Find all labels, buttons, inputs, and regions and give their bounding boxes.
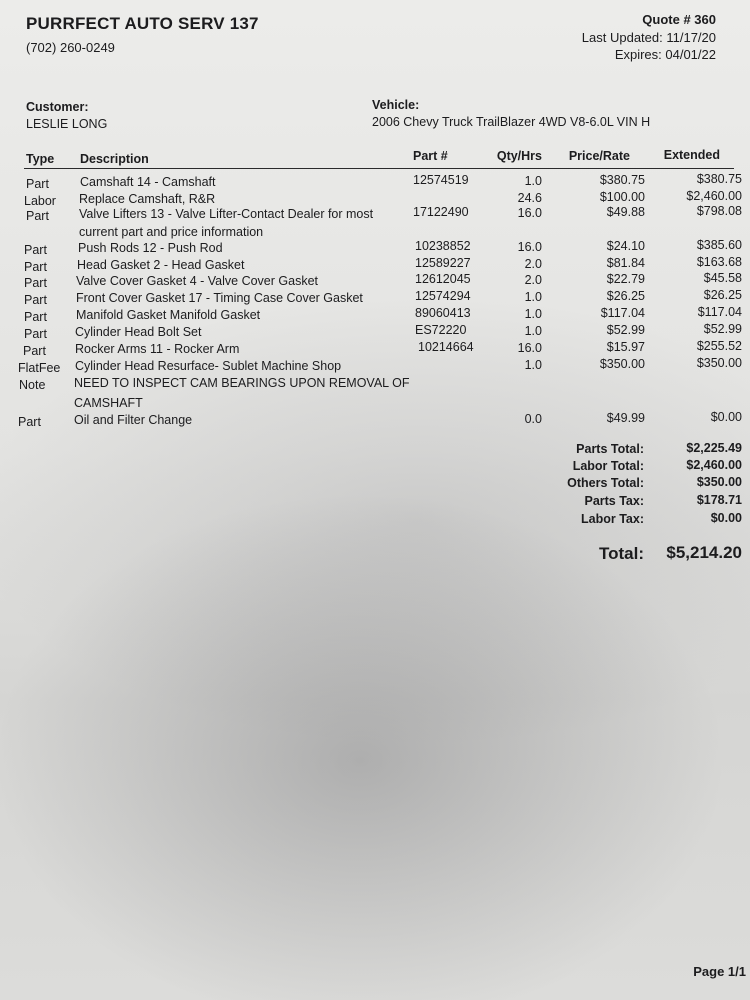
row-description: Manifold Gasket Manifold Gasket	[76, 308, 261, 322]
row-part-number: 89060413	[415, 306, 471, 320]
row-description: Camshaft 14 - Camshaft	[80, 175, 216, 189]
row-part-number: 17122490	[413, 205, 469, 219]
row-qty: 0.0	[524, 412, 542, 426]
row-price: $49.99	[606, 411, 645, 425]
row-description: Head Gasket 2 - Head Gasket	[77, 258, 245, 272]
row-extended: $798.08	[696, 204, 742, 218]
row-extended: $255.52	[696, 339, 742, 353]
row-description: Push Rods 12 - Push Rod	[78, 241, 223, 255]
column-header-type: Type	[26, 152, 55, 166]
customer-label: Customer:	[26, 100, 89, 114]
row-extended: $52.99	[703, 322, 742, 336]
row-price: $100.00	[599, 190, 645, 204]
row-price: $52.99	[606, 323, 645, 337]
row-description: Front Cover Gasket 17 - Timing Case Cover Gasket	[76, 291, 363, 305]
row-extended: $350.00	[696, 356, 742, 370]
total-label: Parts Total:	[576, 442, 644, 456]
row-price: $15.97	[606, 340, 645, 354]
column-header-extended: Extended	[663, 148, 720, 162]
row-type: Part	[26, 209, 49, 223]
expiration-date: Expires: 04/01/22	[614, 47, 716, 62]
row-price: $22.79	[606, 272, 645, 286]
row-description: Replace Camshaft, R&R	[79, 192, 216, 206]
row-extended: $117.04	[697, 305, 742, 319]
row-price: $380.75	[599, 173, 645, 187]
row-description: Cylinder Head Resurface- Sublet Machine Shop	[75, 359, 342, 373]
row-type: Note	[19, 378, 46, 392]
last-updated: Last Updated: 11/17/20	[581, 30, 716, 45]
row-description-continued: current part and price information	[79, 225, 264, 239]
quote-number: Quote # 360	[642, 12, 716, 27]
row-extended: $163.68	[696, 255, 742, 269]
row-price: $81.84	[606, 256, 645, 270]
vehicle-label: Vehicle:	[372, 98, 420, 112]
row-extended: $380.75	[696, 172, 742, 186]
row-extended: $45.58	[703, 271, 742, 285]
grand-total-value: $5,214.20	[666, 543, 742, 562]
shop-name: PURRFECT AUTO SERV 137	[26, 14, 259, 33]
row-price: $49.88	[606, 205, 645, 219]
row-qty: 16.0	[517, 206, 542, 220]
total-value: $2,225.49	[686, 441, 742, 455]
row-part-number: 12574519	[413, 173, 469, 187]
row-qty: 16.0	[517, 240, 542, 254]
total-label: Others Total:	[567, 476, 644, 490]
total-label: Labor Tax:	[581, 512, 644, 526]
row-qty: 1.0	[524, 174, 542, 188]
row-type: Part	[18, 415, 41, 429]
row-description: Valve Cover Gasket 4 - Valve Cover Gasket	[76, 274, 318, 288]
row-description-continued: CAMSHAFT	[74, 396, 143, 410]
total-label: Labor Total:	[572, 459, 644, 473]
row-type: Part	[24, 260, 47, 274]
row-price: $350.00	[599, 357, 645, 371]
row-qty: 1.0	[524, 290, 542, 304]
row-type: Part	[23, 344, 46, 358]
row-type: Part	[24, 310, 47, 324]
customer-name: LESLIE LONG	[26, 117, 108, 131]
vehicle-description: 2006 Chevy Truck TrailBlazer 4WD V8-6.0L VIN H	[372, 115, 651, 129]
row-description: Oil and Filter Change	[74, 413, 193, 427]
row-extended: $385.60	[696, 238, 742, 252]
total-label: Parts Tax:	[584, 494, 644, 508]
grand-total-label: Total:	[598, 544, 644, 563]
row-type: Part	[24, 293, 47, 307]
total-value: $178.71	[696, 493, 742, 507]
row-price: $117.04	[600, 306, 645, 320]
row-part-number: 12589227	[415, 256, 471, 270]
row-part-number: ES72220	[415, 323, 467, 337]
column-header-description: Description	[80, 152, 149, 166]
row-qty: 24.6	[517, 191, 542, 205]
total-value: $2,460.00	[686, 458, 742, 472]
row-extended: $2,460.00	[686, 189, 742, 203]
row-qty: 2.0	[524, 257, 542, 271]
row-part-number: 10238852	[415, 239, 471, 253]
row-type: FlatFee	[18, 361, 61, 375]
row-type: Part	[26, 177, 49, 191]
row-qty: 16.0	[517, 341, 542, 355]
row-part-number: 10214664	[418, 340, 474, 354]
page-number: Page 1/1	[693, 964, 746, 979]
row-qty: 1.0	[524, 307, 542, 321]
row-extended: $26.25	[703, 288, 742, 302]
total-value: $0.00	[710, 511, 742, 525]
row-description: NEED TO INSPECT CAM BEARINGS UPON REMOVAL OF	[74, 376, 410, 390]
row-qty: 1.0	[524, 324, 542, 338]
row-description: Rocker Arms 11 - Rocker Arm	[75, 342, 240, 356]
column-header-price: Price/Rate	[568, 149, 630, 163]
row-description: Valve Lifters 13 - Valve Lifter-Contact Dealer for most	[79, 207, 374, 221]
column-header-part: Part #	[413, 149, 448, 163]
row-price: $26.25	[606, 289, 645, 303]
row-price: $24.10	[606, 239, 645, 253]
row-extended: $0.00	[710, 410, 742, 424]
row-type: Part	[24, 276, 47, 290]
row-description: Cylinder Head Bolt Set	[75, 325, 202, 339]
row-part-number: 12612045	[415, 272, 471, 286]
row-part-number: 12574294	[415, 289, 471, 303]
header-divider	[24, 168, 734, 169]
shop-phone: (702) 260-0249	[26, 40, 115, 55]
row-qty: 1.0	[524, 358, 542, 372]
row-type: Labor	[24, 194, 56, 208]
column-header-qty: Qty/Hrs	[496, 149, 542, 163]
total-value: $350.00	[696, 475, 742, 489]
row-type: Part	[24, 327, 47, 341]
row-type: Part	[24, 243, 47, 257]
row-qty: 2.0	[524, 273, 542, 287]
